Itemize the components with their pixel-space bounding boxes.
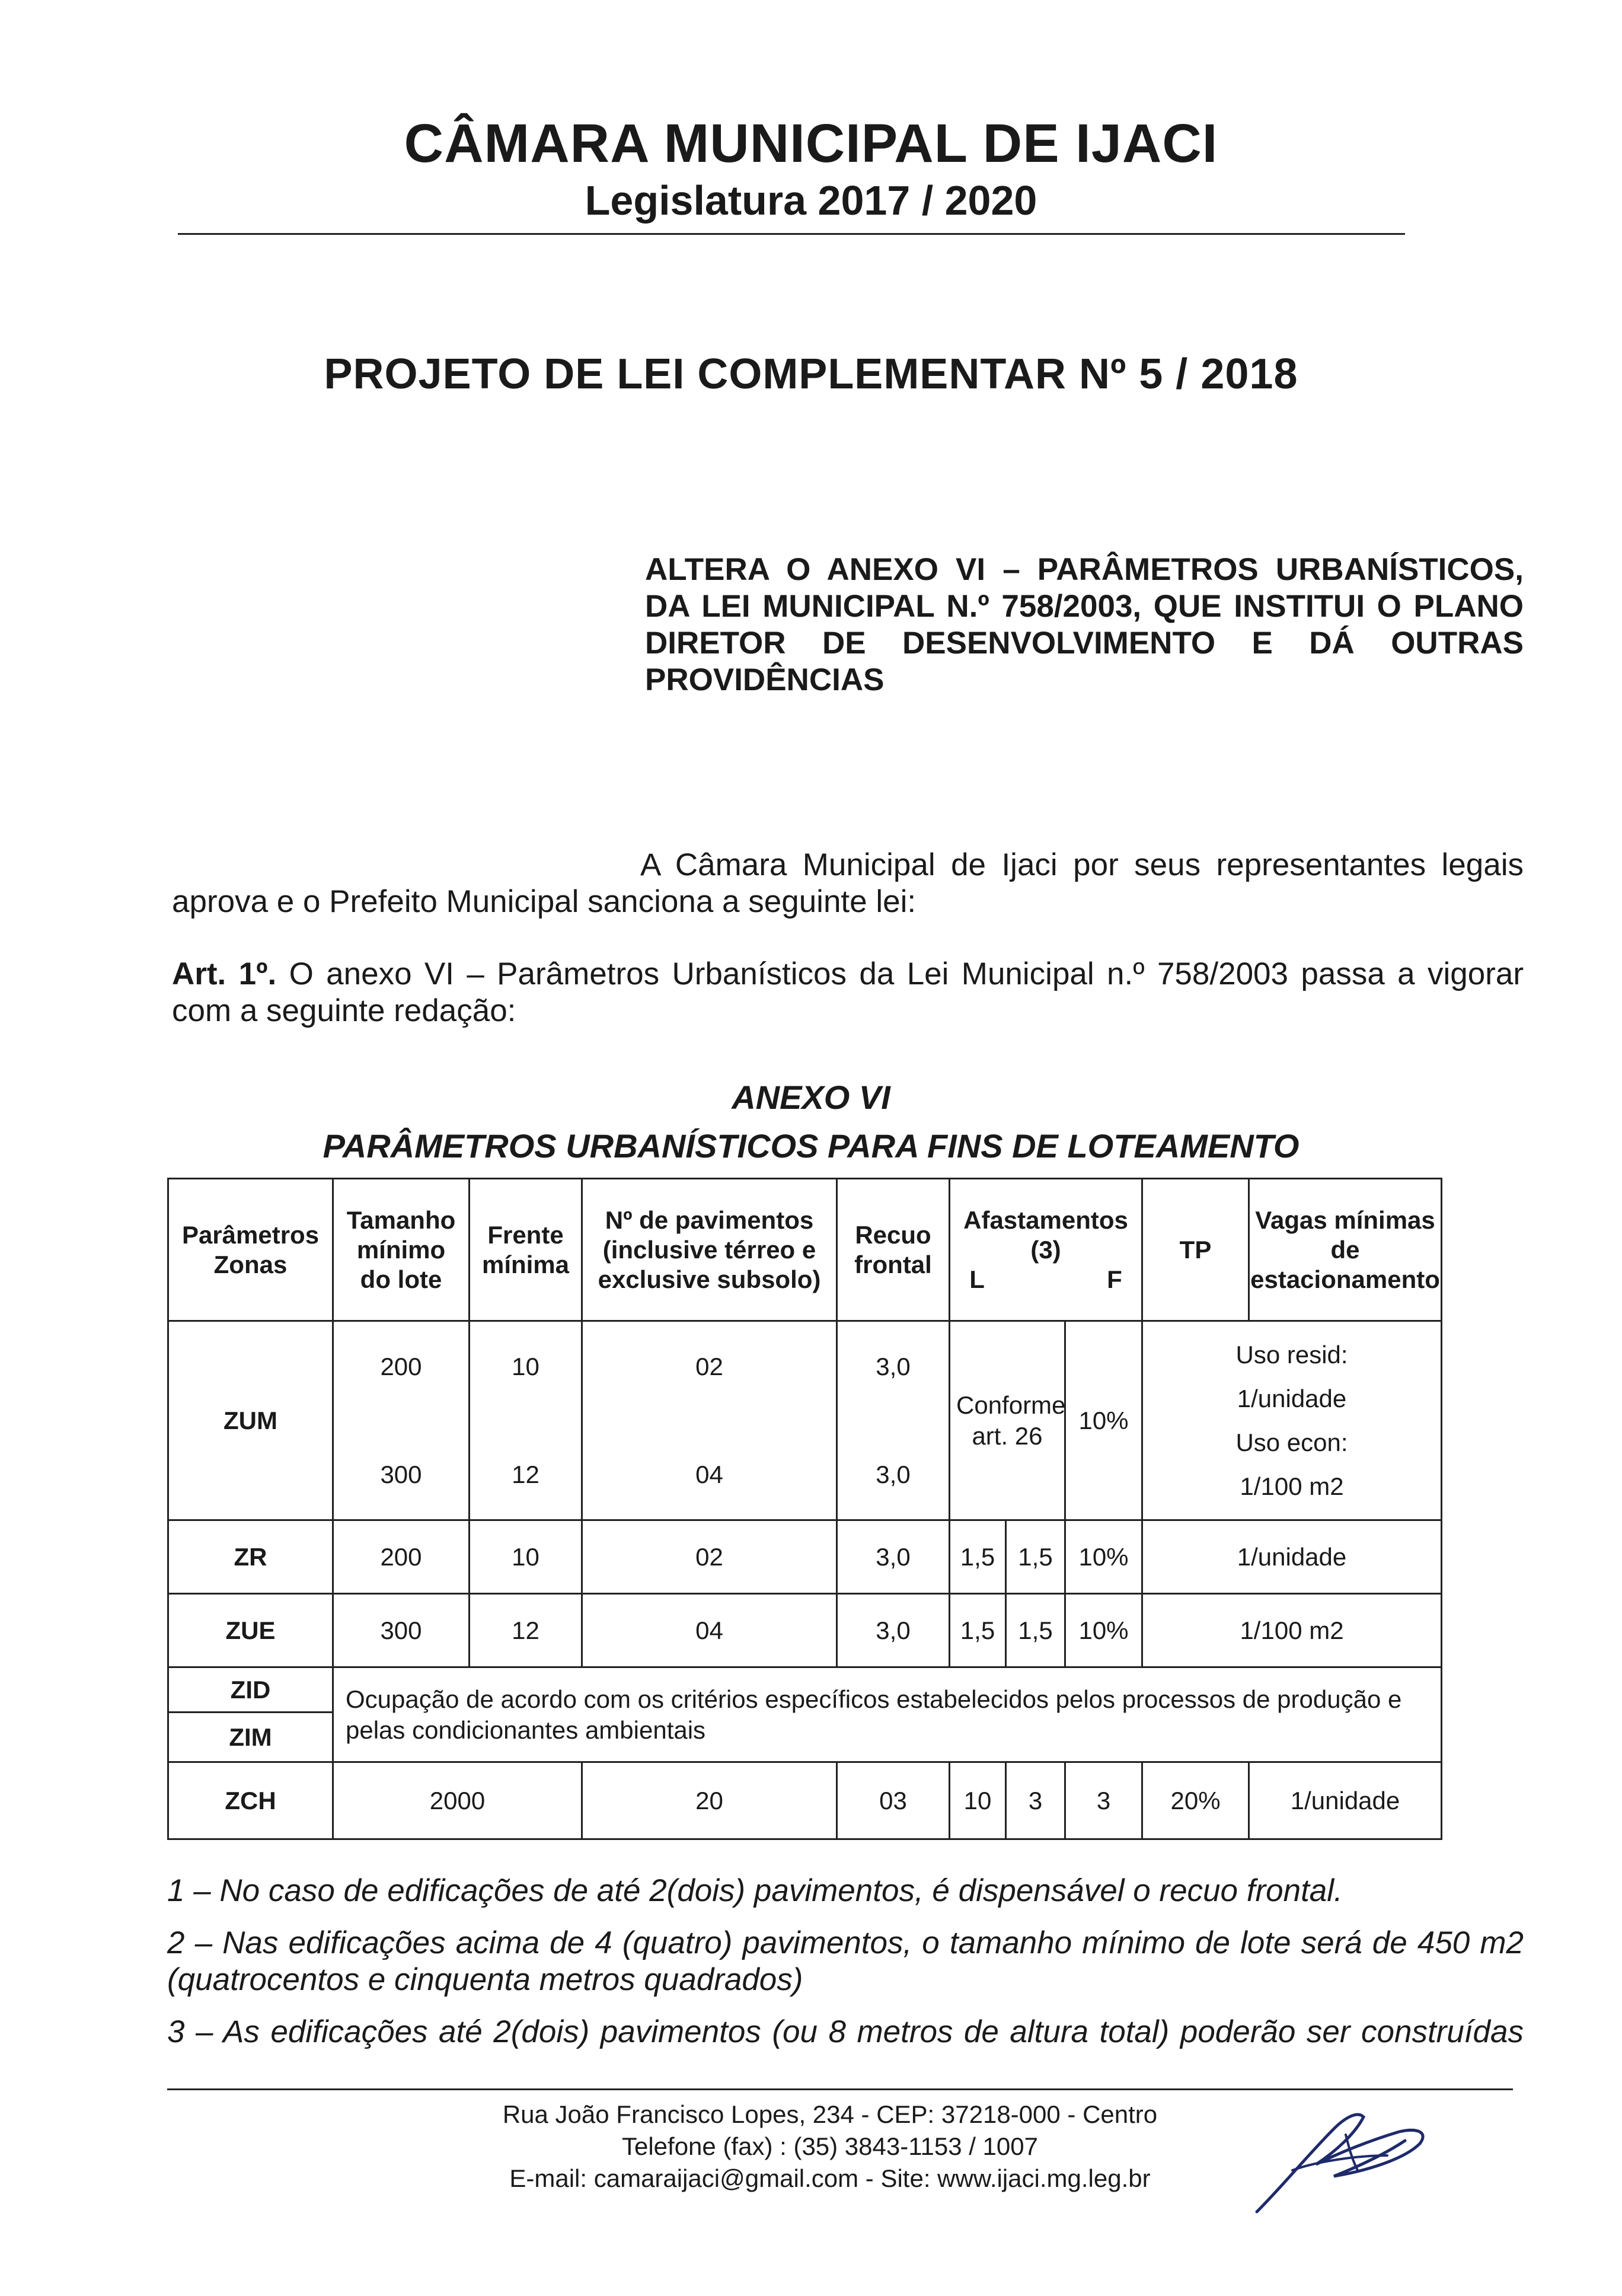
recuo-cell: 3,0 3,0 xyxy=(837,1321,950,1520)
footer-address: Rua João Francisco Lopes, 234 - CEP: 37218-000 - Centro xyxy=(502,2100,1158,2128)
note-2 xyxy=(167,1925,1524,1998)
zone-cell: ZID xyxy=(168,1667,333,1713)
header-afastamentos: Afastamentos (3) L F xyxy=(950,1179,1142,1321)
footer-divider xyxy=(167,2088,1513,2090)
tamanho-cell: 200 300 xyxy=(333,1321,470,1520)
afast-f-cell: 1,5 xyxy=(1006,1594,1065,1667)
header-frente: Frente mínima xyxy=(470,1179,582,1321)
zone-cell: ZUE xyxy=(168,1594,333,1667)
bill-summary-line: ALTERA O ANEXO VI – PARÂMETROS URBANÍSTICOS, xyxy=(645,552,1524,587)
tp-cell: 20% xyxy=(1142,1762,1249,1839)
afast-l-cell: 3 xyxy=(1006,1762,1065,1839)
recuo-cell: 3,0 xyxy=(837,1520,950,1594)
table-header-row xyxy=(168,1179,1442,1321)
header-zonas: Parâmetros Zonas xyxy=(168,1179,333,1321)
article-line: com a seguinte redação: xyxy=(172,993,516,1028)
tp-cell: 10% xyxy=(1065,1321,1142,1520)
bill-summary xyxy=(645,551,1524,699)
frente-cell: 12 xyxy=(470,1594,582,1667)
recuo-cell: 3,0 xyxy=(837,1594,950,1667)
table-row-zr xyxy=(168,1520,1442,1594)
pavimentos-cell: 02 xyxy=(582,1520,837,1594)
bill-title: PROJETO DE LEI COMPLEMENTAR Nº 5 / 2018 xyxy=(324,350,1298,398)
tamanho-cell: 2000 xyxy=(333,1762,582,1839)
article-1 xyxy=(172,956,1524,1029)
zone-cell: ZCH xyxy=(168,1762,333,1839)
tamanho-cell: 200 xyxy=(333,1520,470,1594)
table-row-zum xyxy=(168,1321,1442,1520)
frente-cell: 10 12 xyxy=(470,1321,582,1520)
bill-summary-line: DA LEI MUNICIPAL N.º 758/2003, QUE INSTITUI O PLANO xyxy=(645,589,1524,624)
header-divider xyxy=(178,233,1405,235)
article-text: O anexo VI – Parâmetros Urbanísticos da Lei Municipal n.º 758/2003 passa a vigorar xyxy=(276,956,1524,991)
header-recuo: Recuo frontal xyxy=(837,1179,950,1321)
annex-title: ANEXO VI xyxy=(732,1079,890,1116)
header-tp: TP xyxy=(1142,1179,1249,1321)
footer-phone: Telefone (fax) : (35) 3843-1153 / 1007 xyxy=(621,2132,1038,2160)
vagas-cell: 1/100 m2 xyxy=(1142,1594,1442,1667)
frente-cell: 10 xyxy=(470,1520,582,1594)
ocupacao-cell: Ocupação de acordo com os critérios específicos estabelecidos pelos processos de produção e pelas condicionantes ambientais xyxy=(333,1667,1442,1762)
vagas-cell: 1/unidade xyxy=(1142,1520,1442,1594)
annex-subtitle: PARÂMETROS URBANÍSTICOS PARA FINS DE LOTEAMENTO xyxy=(323,1127,1299,1165)
table-row-zue xyxy=(168,1594,1442,1667)
tamanho-cell: 300 xyxy=(333,1594,470,1667)
afast-l-cell: 1,5 xyxy=(950,1520,1006,1594)
afastamentos-cell: Conforme art. 26 xyxy=(950,1321,1065,1520)
header-vagas: Vagas mínimas de estacionamento xyxy=(1249,1179,1442,1321)
table-row-zid xyxy=(168,1667,1442,1713)
zone-cell: ZUM xyxy=(168,1321,333,1520)
recuo-cell: 10 xyxy=(950,1762,1006,1839)
vagas-cell: Uso resid: 1/unidade Uso econ: 1/100 m2 xyxy=(1142,1321,1442,1520)
note-1 xyxy=(167,1873,1524,1909)
afast-f-cell: 3 xyxy=(1065,1762,1142,1839)
preamble-line: A Câmara Municipal de Ijaci por seus representantes legais xyxy=(640,847,1524,882)
tp-cell: 10% xyxy=(1065,1594,1142,1667)
afast-f-cell: 1,5 xyxy=(1006,1520,1065,1594)
bill-summary-line: DIRETOR DE DESENVOLVIMENTO E DÁ OUTRAS xyxy=(645,626,1524,661)
preamble xyxy=(172,847,1524,920)
frente-cell: 20 xyxy=(582,1762,837,1839)
legislature-period: Legislatura 2017 / 2020 xyxy=(585,177,1037,224)
note-line: 3 – As edificações até 2(dois) pavimentos (ou 8 metros de altura total) poderão ser construídas xyxy=(167,2014,1524,2049)
table-row-zch xyxy=(168,1762,1442,1839)
header-pavimentos: Nº de pavimentos (inclusive térreo e exclusive subsolo) xyxy=(582,1179,837,1321)
tp-cell: 10% xyxy=(1065,1520,1142,1594)
vagas-cell: 1/unidade xyxy=(1249,1762,1442,1839)
preamble-line: aprova e o Prefeito Municipal sanciona a seguinte lei: xyxy=(172,884,917,919)
footer-contact: E-mail: camaraijaci@gmail.com - Site: www.ijaci.mg.leg.br xyxy=(509,2164,1151,2192)
pavimentos-cell: 04 xyxy=(582,1594,837,1667)
note-line: 1 – No caso de edificações de até 2(dois) pavimentos, é dispensável o recuo frontal. xyxy=(167,1873,1343,1908)
parameters-table xyxy=(167,1178,1442,1840)
afast-l-cell: 1,5 xyxy=(950,1594,1006,1667)
bill-summary-line: PROVIDÊNCIAS xyxy=(645,662,885,697)
note-line: 2 – Nas edificações acima de 4 (quatro) pavimentos, o tamanho mínimo de lote será de 450 m2 xyxy=(167,1925,1524,1960)
header-tamanho: Tamanho mínimo do lote xyxy=(333,1179,470,1321)
zone-cell: ZR xyxy=(168,1520,333,1594)
note-line: (quatrocentos e cinquenta metros quadrados) xyxy=(167,1962,803,1997)
zone-cell: ZIM xyxy=(168,1713,333,1762)
pavimentos-cell: 03 xyxy=(837,1762,950,1839)
article-label: Art. 1º. xyxy=(172,956,277,991)
note-3 xyxy=(167,2014,1524,2051)
pavimentos-cell: 02 04 xyxy=(582,1321,837,1520)
signature-icon xyxy=(1245,2099,1435,2218)
article-line xyxy=(172,956,1524,993)
chamber-name: CÂMARA MUNICIPAL DE IJACI xyxy=(404,113,1218,174)
